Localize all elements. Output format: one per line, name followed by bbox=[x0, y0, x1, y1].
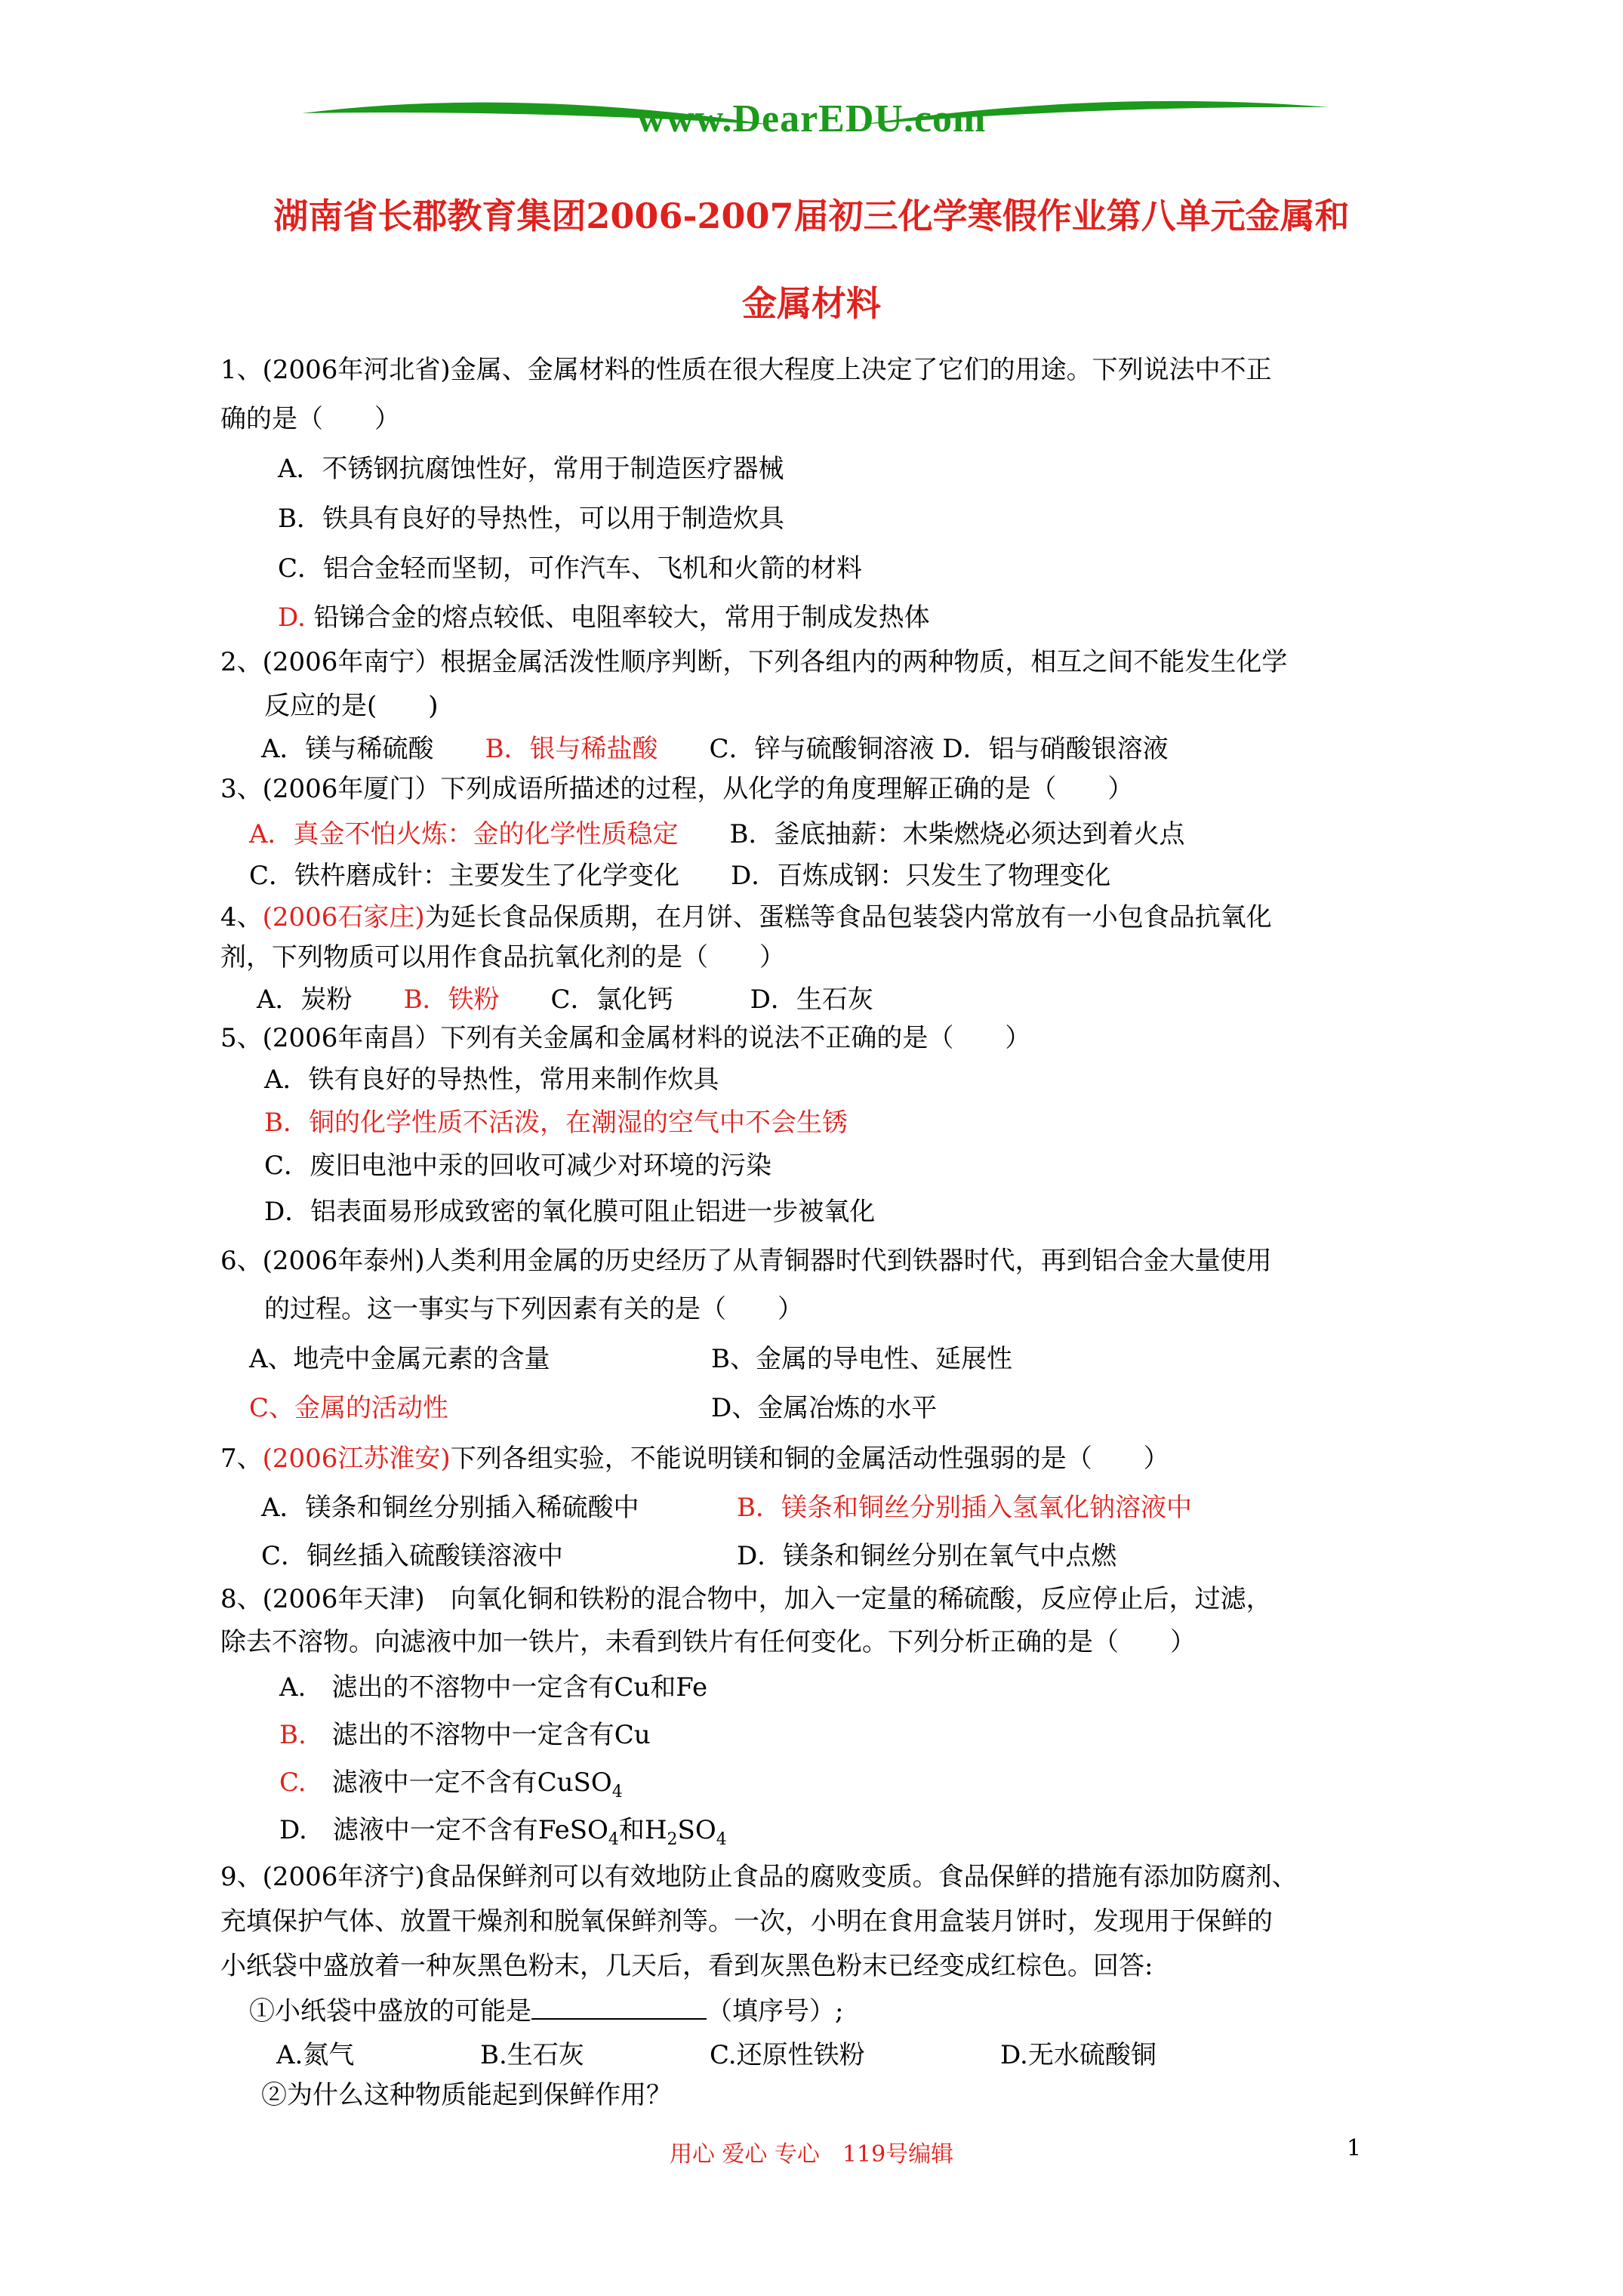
q1-option-d-text: 铅锑合金的熔点较低、电阻率较大，常用于制成发热体 bbox=[305, 603, 930, 633]
q5-option-a: A．铁有良好的导热性，常用来制作炊具 bbox=[264, 1065, 719, 1095]
q1-option-c: C．铝合金轻而坚韧，可作汽车、飞机和火箭的材料 bbox=[278, 553, 863, 584]
q8-option-b: B. 滤出的不溶物中一定含有Cu bbox=[279, 1720, 651, 1750]
q6-stem-line1: 6、(2006年泰州)人类利用金属的历史经历了从青铜器时代到铁器时代，再到铝合金大量使用 bbox=[220, 1246, 1272, 1276]
page-footer: 用心 爱心 专心 119号编辑 bbox=[669, 2141, 954, 2168]
q3-option-c: C．铁杵磨成针：主要发生了化学变化 bbox=[249, 861, 680, 891]
q1-stem-line1: 1、(2006年河北省)金属、金属材料的性质在很大程度上决定了它们的用途。下列说法中不正 bbox=[220, 355, 1272, 385]
q6-option-c: C、金属的活动性 bbox=[249, 1393, 449, 1423]
q3-options-ab bbox=[249, 819, 1185, 849]
document-title-line2: 金属材料 bbox=[742, 283, 881, 324]
q3-options-cd bbox=[249, 861, 1110, 891]
q3-option-b: B．釜底抽薪：木柴燃烧必须达到着火点 bbox=[678, 819, 1185, 849]
q4-stem-line1 bbox=[220, 902, 1272, 932]
q1-option-d bbox=[278, 603, 930, 633]
answer-blank[interactable] bbox=[531, 1996, 707, 2020]
q8-option-d: D. 滤液中一定不含有FeSO$_4$和$H_2SO_4$ bbox=[279, 1815, 727, 1849]
q9-stem-line1: 9、(2006年济宁)食品保鲜剂可以有效地防止食品的腐败变质。食品保鲜的措施有添加防腐剂、 bbox=[220, 1862, 1298, 1892]
q7-stem bbox=[220, 1444, 1169, 1474]
q9-option-d: D.无水硫酸铜 bbox=[1000, 2040, 1156, 2070]
document-title-line1: 湖南省长郡教育集团2006-2007届初三化学寒假作业第八单元金属和 bbox=[273, 196, 1350, 236]
q2-options bbox=[261, 734, 1169, 764]
q5-stem: 5、(2006年南昌）下列有关金属和金属材料的说法不正确的是（ ） bbox=[220, 1023, 1031, 1053]
q8-stem-line2: 除去不溶物。向滤液中加一铁片，未看到铁片有任何变化。下列分析正确的是（ ） bbox=[220, 1627, 1196, 1657]
q2-option-cd: C．锌与硫酸铜溶液 D．铝与硝酸银溶液 bbox=[658, 734, 1169, 764]
q5-option-d: D．铝表面易形成致密的氧化膜可阻止铝进一步被氧化 bbox=[264, 1197, 876, 1227]
q3-option-a: A．真金不怕火炼：金的化学性质稳定 bbox=[249, 819, 679, 849]
q5-option-b: B．铜的化学性质不活泼，在潮湿的空气中不会生锈 bbox=[264, 1108, 848, 1138]
q7-number: 7、 bbox=[220, 1444, 263, 1474]
q4-options bbox=[257, 985, 873, 1015]
q6-option-d: D、金属冶炼的水平 bbox=[711, 1393, 938, 1423]
q8-stem-line1: 8、(2006年天津) 向氧化铜和铁粉的混合物中，加入一定量的稀硫酸，反应停止后，过滤， bbox=[220, 1584, 1272, 1614]
q1-stem-line2: 确的是（ ） bbox=[220, 404, 400, 434]
q9-subquestion-2: ②为什么这种物质能起到保鲜作用？ bbox=[261, 2080, 672, 2110]
q4-number: 4、 bbox=[220, 902, 263, 932]
q4-option-b: B．铁粉 bbox=[403, 985, 500, 1015]
q9-option-b: B.生石灰 bbox=[480, 2040, 584, 2070]
q9-option-c: C.还原性铁粉 bbox=[710, 2040, 865, 2070]
q1-option-b: B．铁具有良好的导热性，可以用于制造炊具 bbox=[278, 504, 784, 534]
q7-source: (2006江苏淮安) bbox=[262, 1444, 451, 1474]
q1-answer-letter: D. bbox=[278, 603, 306, 633]
q8-option-c: C. 滤液中一定不含有CuSO$_4$ bbox=[279, 1767, 623, 1801]
q3-option-d: D．百炼成钢：只发生了物理变化 bbox=[679, 861, 1111, 891]
q4-source: (2006石家庄) bbox=[262, 902, 425, 932]
q1-option-a: A．不锈钢抗腐蚀性好，常用于制造医疗器械 bbox=[278, 454, 784, 484]
q6-option-b: B、金属的导电性、延展性 bbox=[711, 1344, 1012, 1374]
q7-option-c: C．铜丝插入硫酸镁溶液中 bbox=[261, 1541, 564, 1571]
q8-option-a: A. 滤出的不溶物中一定含有Cu和Fe bbox=[279, 1672, 708, 1703]
q4-option-a: A．炭粉 bbox=[257, 985, 404, 1015]
q4-stem-line2: 剂，下列物质可以用作食品抗氧化剂的是（ ） bbox=[220, 942, 785, 972]
q9-stem-line3: 小纸袋中盛放着一种灰黑色粉末，几天后，看到灰黑色粉末已经变成红棕色。回答: bbox=[220, 1951, 1153, 1981]
logo-text: www.DearEDU.com bbox=[636, 97, 987, 140]
q6-option-a: A、地壳中金属元素的含量 bbox=[249, 1344, 550, 1374]
q9-stem-line2: 充填保护气体、放置干燥剂和脱氧保鲜剂等。一次，小明在食用盒装月饼时，发现用于保鲜的 bbox=[220, 1906, 1273, 1937]
q6-stem-line2: 的过程。这一事实与下列因素有关的是（ ） bbox=[264, 1294, 803, 1324]
q2-stem-line1: 2、(2006年南宁）根据金属活泼性顺序判断，下列各组内的两种物质，相互之间不能发生化学 bbox=[220, 647, 1288, 677]
q7-option-b: B．镁条和铜丝分别插入氢氧化钠溶液中 bbox=[737, 1493, 1192, 1523]
q3-stem: 3、(2006年厦门）下列成语所描述的过程，从化学的角度理解正确的是（ ） bbox=[220, 774, 1134, 804]
q2-stem-line2: 反应的是( ) bbox=[264, 691, 439, 721]
q7-option-a: A．镁条和铜丝分别插入稀硫酸中 bbox=[261, 1493, 639, 1523]
q9-subquestion-1: ①小纸袋中盛放的可能是 （填序号）; bbox=[249, 1996, 844, 2026]
q4-stem-text: 为延长食品保质期，在月饼、蛋糕等食品包装袋内常放有一小包食品抗氧化 bbox=[424, 902, 1272, 932]
q5-option-c: C．废旧电池中汞的回收可减少对环境的污染 bbox=[264, 1151, 772, 1181]
q2-option-a: A．镁与稀硫酸 bbox=[261, 734, 485, 764]
q7-stem-text: 下列各组实验，不能说明镁和铜的金属活动性强弱的是（ ） bbox=[450, 1444, 1169, 1474]
q4-option-cd: C．氯化钙 D．生石灰 bbox=[499, 985, 873, 1015]
q9-option-a: A.氮气 bbox=[276, 2040, 355, 2070]
q2-option-b: B．银与稀盐酸 bbox=[485, 734, 658, 764]
q7-option-d: D．镁条和铜丝分别在氧气中点燃 bbox=[737, 1541, 1117, 1571]
page-number: 1 bbox=[1347, 2135, 1362, 2162]
